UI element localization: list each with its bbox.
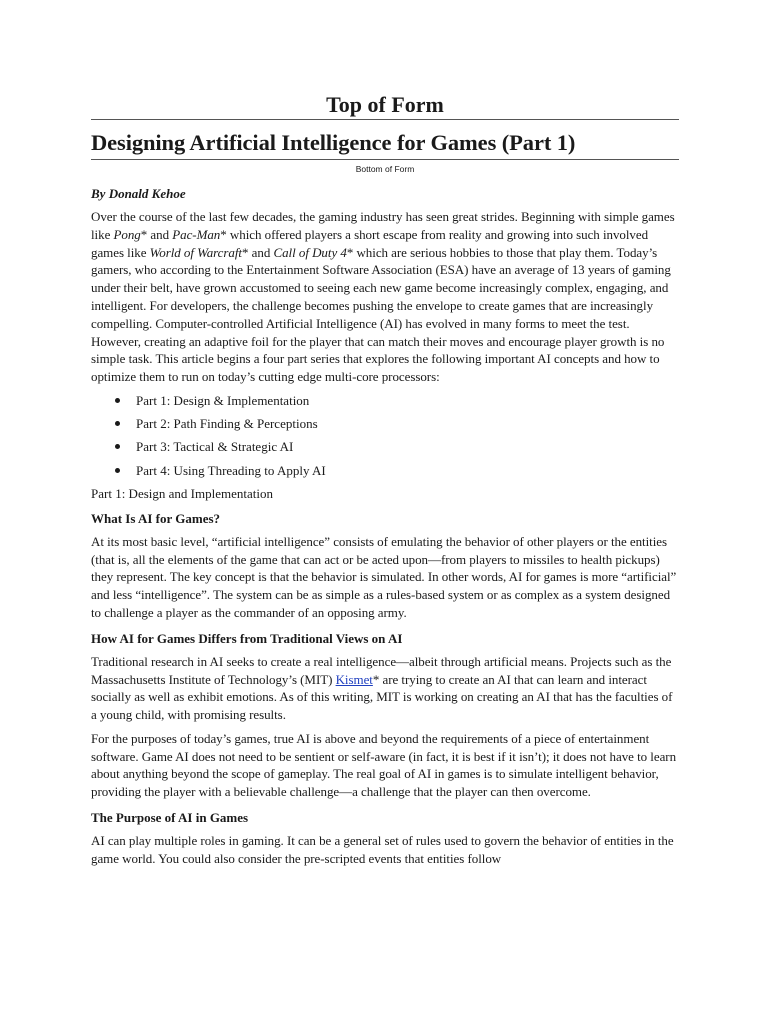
game-title-pacman: Pac-Man (172, 226, 221, 242)
list-item (91, 415, 679, 438)
intro-text-5: * which are serious hobbies to those that play them. Today’s gamers, who according to the Entertainment Software Association (ESA) have an average of 13 years of gaming under their belt, have grown accustomed to seeing each new game become increasingly complex, engaging, and intelligent. For developers, the challenge becomes pushing the envelope to create games that are increasingly compelling. Computer-controlled Artificial Intelligence (AI) has evolved in many forms to meet the test. However, creating an adaptive foil for the player that can match their moves and encourage player growth is no simple task. This article begins a four part series that explores the following important AI concepts and how to optimize them to run on today’s cutting edge multi-core processors: (91, 244, 671, 385)
differs-paragraph-2: For the purposes of today’s games, true AI is above and beyond the requirements of a piece of entertainment software. Game AI does not need to be sentient or self-aware (in fact, it is best if it isn’t); it does not have to learn about anything beyond the scope of gameplay. The real goal of AI in games is to simulate intelligent behavior, providing the player with a believable challenge—a challenge that the player can then overcome. (91, 730, 677, 800)
game-title-wow: World of Warcraft (149, 244, 242, 260)
list-item-label: Part 2: Path Finding & Perceptions (136, 416, 318, 432)
list-item-label: Part 3: Tactical & Strategic AI (136, 439, 294, 455)
author-byline: By Donald Kehoe (91, 186, 186, 201)
differs-text-1: Traditional research in AI seeks to create a real intelligence—albeit through artificial means. Projects such as the Massachusetts Institute of Technology’s (MIT) (91, 653, 672, 687)
bullet-icon (115, 444, 120, 449)
differs-text-2: * are trying to create an AI that can learn and interact socially as well as exhibit emotions. As of this writing, MIT is working on creating an AI that has the faculties of a young child, with promising results. (91, 671, 673, 723)
intro-text-1: Over the course of the last few decades, the gaming industry has seen great strides. Beginning with simple games like (91, 209, 675, 242)
intro-paragraph (91, 208, 679, 386)
top-form-rule (91, 119, 679, 120)
document-page (91, 88, 679, 868)
list-item-label: Part 1: Design & Implementation (136, 392, 310, 408)
article-title: Designing Artificial Intelligence for Games (Part 1) (91, 130, 576, 155)
game-title-pong: Pong (113, 226, 141, 242)
bullet-icon (115, 468, 120, 473)
intro-text-4: * and (242, 244, 274, 260)
intro-text-2: * and (140, 226, 173, 242)
list-item (91, 438, 679, 461)
differs-paragraph-1 (91, 653, 679, 724)
game-title-cod4: Call of Duty 4 (273, 244, 347, 260)
part-subtitle: Part 1: Design and Implementation (91, 485, 273, 501)
series-parts-list (91, 392, 679, 485)
purpose-paragraph: AI can play multiple roles in gaming. It can be a general set of rules used to govern the behavior of entities in the game world. You could also consider the pre-scripted events that entities follow (91, 833, 674, 866)
section-heading-purpose: The Purpose of AI in Games (91, 810, 249, 826)
list-item (91, 392, 679, 415)
list-item-label: Part 4: Using Threading to Apply AI (136, 462, 326, 478)
intro-text-3: * which offered players a short escape from reality and growing into such involved games like (91, 226, 649, 260)
top-of-form-marker: Top of Form (326, 92, 444, 117)
bullet-icon (115, 398, 120, 403)
bottom-of-form-marker: Bottom of Form (355, 164, 415, 174)
list-item (91, 462, 679, 485)
kismet-link[interactable]: Kismet (335, 671, 373, 687)
what-is-ai-paragraph: At its most basic level, “artificial intelligence” consists of emulating the behavior of other players or the entities (that is, all the elements of the game that can act or be acted upon—from players to missiles to health pickups) they represent. The key concept is that the behavior is simulated. In other words, AI for games is more “artificial” and less “intelligence”. The system can be as simple as a rules-based system or as complex as a system designed to challenge a player as the commander of an opposing army. (91, 533, 677, 620)
section-heading-what-is-ai: What Is AI for Games? (91, 510, 221, 526)
bullet-icon (115, 421, 120, 426)
section-heading-differs: How AI for Games Differs from Traditional Views on AI (91, 630, 403, 646)
bottom-form-rule (91, 159, 679, 160)
